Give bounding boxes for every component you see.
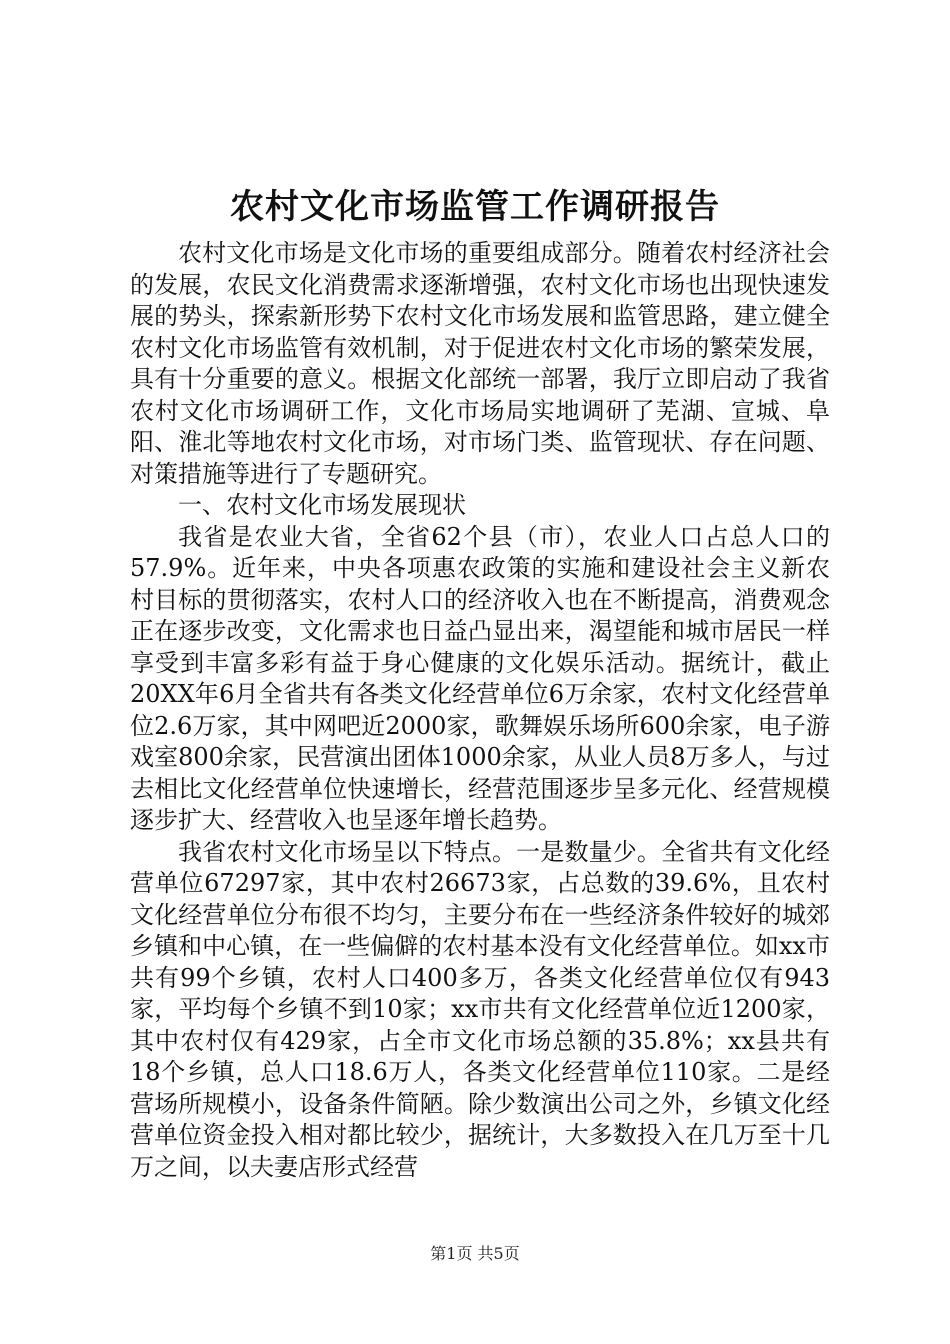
document-body <box>130 238 830 1183</box>
document-title: 农村文化市场监管工作调研报告 <box>230 187 720 227</box>
section-heading: 一、农村文化市场发展现状 <box>178 491 466 519</box>
paragraph-intro: 农村文化市场是文化市场的重要组成部分。随着农村经济社会的发展，农民文化消费需求逐渐增强，农村文化市场也出现快速发展的势头，探索新形势下农村文化市场发展和监管思路，建立健全农村文化市场监管有效机制，对于促进农村文化市场的繁荣发展，具有十分重要的意义。根据文化部统一部署，我厅立即启动了我省农村文化市场调研工作，文化市场局实地调研了芜湖、宣城、阜阳、淮北等地农村文化市场，对市场门类、监管现状、存在问题、对策措施等进行了专题研究。 <box>130 239 830 488</box>
paragraph-features: 我省农村文化市场呈以下特点。一是数量少。全省共有文化经营单位67297家，其中农村26673家，占总数的39.6%，且农村文化经营单位分布很不均匀，主要分布在一些经济条件较好的城郊乡镇和中心镇，在一些偏僻的农村基本没有文化经营单位。如xx市共有99个乡镇，农村人口400多万，各类文化经营单位仅有943家，平均每个乡镇不到10家；xx市共有文化经营单位近1200家，其中农村仅有429家，占全市文化市场总额的35.8%；xx县共有18个乡镇，总人口18.6万人，各类文化经营单位110家。二是经营场所规模小，设备条件简陋。除少数演出公司之外，乡镇文化经营单位资金投入相对都比较少，据统计，大多数投入在几万至十几万之间，以夫妻店形式经营 <box>130 837 830 1181</box>
page-number: 第1页 共5页 <box>430 1244 520 1263</box>
paragraph-status: 我省是农业大省，全省62个县（市），农业人口占总人口的57.9%。近年来，中央各项惠农政策的实施和建设社会主义新农村目标的贯彻落实，农村人口的经济收入也在不断提高，消费观念正在逐步改变，文化需求也日益凸显出来，渴望能和城市居民一样享受到丰富多彩有益于身心健康的文化娱乐活动。据统计，截止20XX年6月全省共有各类文化经营单位6万余家，农村文化经营单位2.6万家，其中网吧近2000家，歌舞娱乐场所600余家，电子游戏室800余家，民营演出团体1000余家，从业人员8万多人，与过去相比文化经营单位快速增长，经营范围逐步呈多元化、经营规模逐步扩大、经营收入也呈逐年增长趋势。 <box>130 522 830 834</box>
